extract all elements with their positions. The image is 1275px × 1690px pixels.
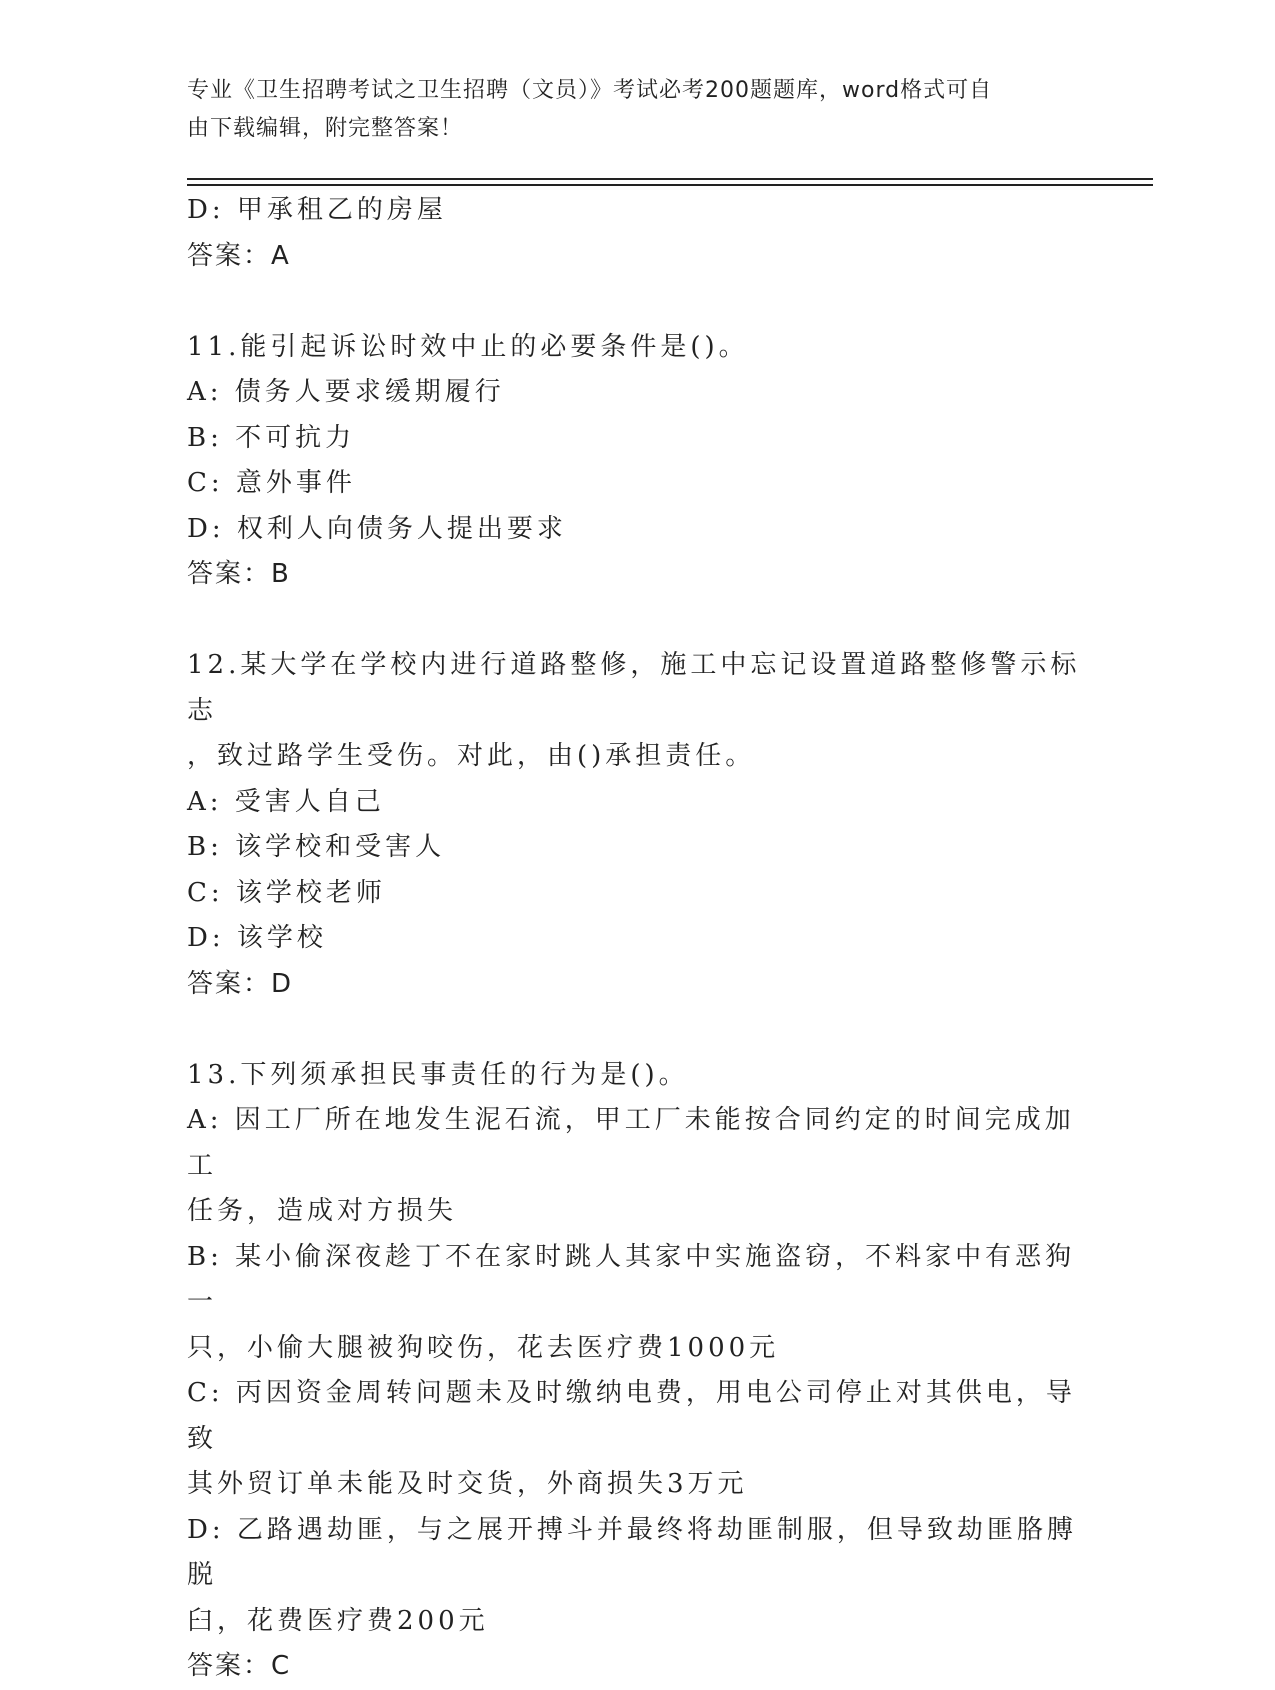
q11-answer: 答案：B [187, 559, 291, 589]
q11-option-c: C: 意外事件 [187, 468, 356, 498]
header-divider-top [187, 178, 1153, 180]
q11-option-d: D: 权利人向债务人提出要求 [187, 513, 567, 544]
question-content [187, 188, 1087, 1690]
prev-answer: 答案：A [187, 240, 291, 271]
q11-option-b: B: 不可抗力 [187, 422, 356, 453]
q13-option-a-line-1: A: 因工厂所在地发生泥石流，甲工厂未能按合同约定的时间完成加工 [187, 1105, 1075, 1181]
document-header [187, 72, 1067, 148]
q12-stem-line-1: 12.某大学在学校内进行道路整修，施工中忘记设置道路整修警示标志 [187, 650, 1081, 726]
q12-answer: 答案：D [187, 968, 294, 999]
q12-option-b: B: 该学校和受害人 [187, 832, 446, 862]
spacer [187, 1007, 1087, 1053]
q13-option-a-line-2: 任务，造成对方损失 [187, 1196, 458, 1226]
q13-option-b-line-2: 只，小偷大腿被狗咬伤，花去医疗费1000元 [187, 1332, 780, 1363]
q13-option-c-line-2: 其外贸订单未能及时交货，外商损失3万元 [187, 1469, 748, 1499]
q11-stem: 11.能引起诉讼时效中止的必要条件是()。 [187, 331, 749, 362]
q13-stem: 13.下列须承担民事责任的行为是()。 [187, 1059, 689, 1090]
q12-option-d: D: 该学校 [187, 923, 327, 953]
header-line-1: 专业《卫生招聘考试之卫生招聘（文员）》考试必考200题题库，word格式可自 [187, 78, 993, 103]
spacer [187, 598, 1087, 644]
q11-option-a: A: 债务人要求缓期履行 [187, 377, 505, 407]
header-divider-bottom [187, 184, 1153, 186]
q13-answer: 答案：C [187, 1651, 292, 1681]
q13-option-d-line-1: D: 乙路遇劫匪，与之展开搏斗并最终将劫匪制服，但导致劫匪胳膊脱 [187, 1514, 1077, 1590]
q13-option-b-line-1: B: 某小偷深夜趁丁不在家时跳人其家中实施盗窃，不料家中有恶狗一 [187, 1241, 1076, 1317]
prev-option-d: D: 甲承租乙的房屋 [187, 195, 447, 225]
header-line-2: 由下载编辑，附完整答案！ [187, 116, 464, 141]
q13-option-c-line-1: C: 丙因资金周转问题未及时缴纳电费，用电公司停止对其供电，导致 [187, 1378, 1076, 1454]
spacer [187, 279, 1087, 325]
q12-option-a: A: 受害人自己 [187, 786, 385, 817]
q12-option-c: C: 该学校老师 [187, 877, 386, 908]
q12-stem-line-2: ，致过路学生受伤。对此，由()承担责任。 [187, 741, 756, 771]
q13-option-d-line-2: 臼，花费医疗费200元 [187, 1605, 489, 1636]
